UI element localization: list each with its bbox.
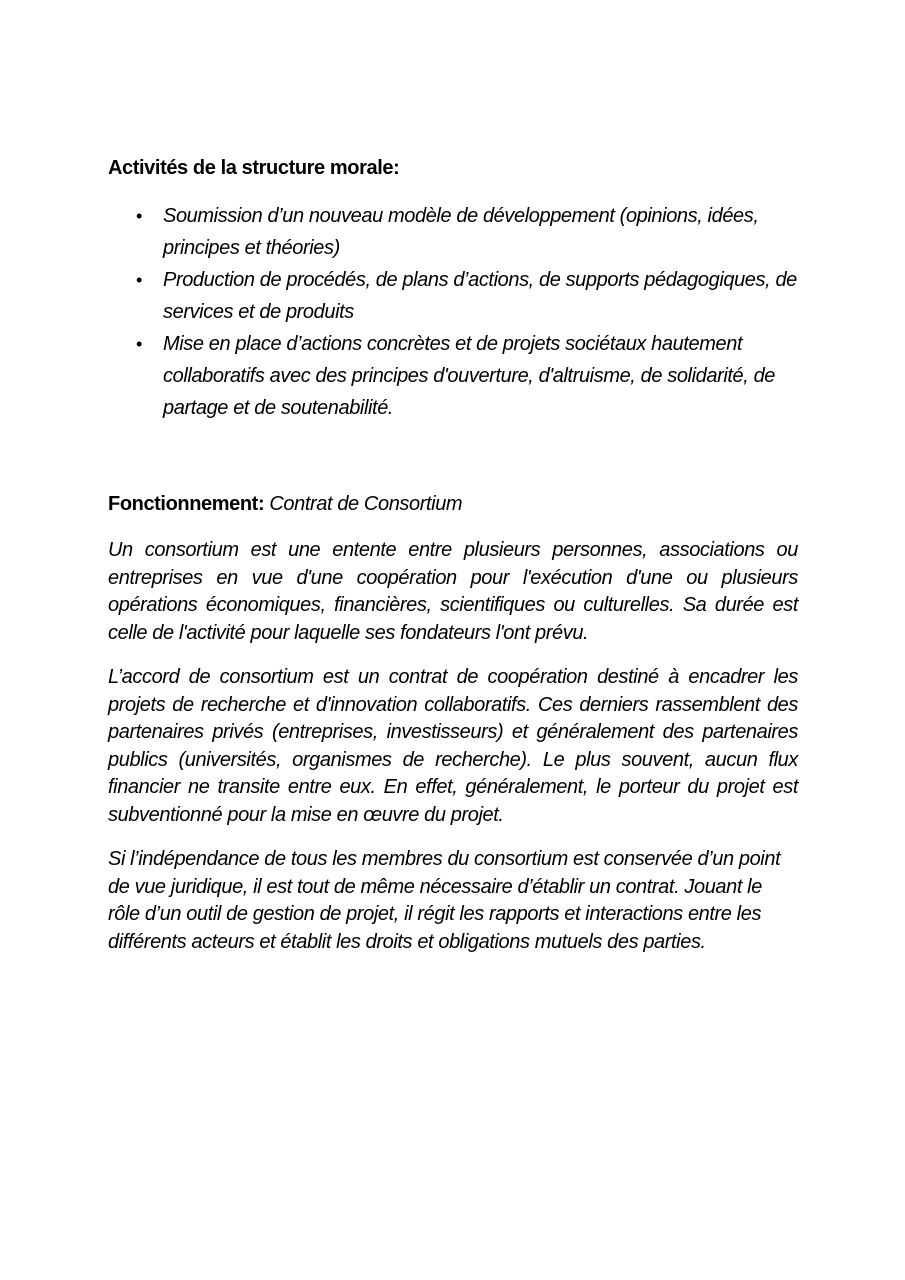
fonctionnement-heading xyxy=(108,488,798,520)
document-page xyxy=(108,152,798,956)
bullet-icon: • xyxy=(136,206,142,226)
activities-list xyxy=(108,200,798,424)
paragraph-accord-consortium: L’accord de consortium est un contrat de coopération destiné à encadrer les projets de recherche et d'innovation collaboratifs. Ces derniers rassemblent des partenaires privés (entreprises, investisseurs) et généralement des partenaires publics (universités, organismes de recherche). Le plus souvent, aucun flux financier ne transite entre eux. En effet, généralement, le porteur du projet est subventionné pour la mise en œuvre du projet. xyxy=(108,666,798,826)
fonctionnement-label: Fonctionnement: xyxy=(108,493,265,515)
list-item-text: Production de procédés, de plans d’actions, de supports pédagogiques, de services et de produits xyxy=(163,269,797,323)
bullet-icon: • xyxy=(136,334,142,354)
activities-heading: Activités de la structure morale: xyxy=(108,157,400,179)
paragraph-independance: Si l’indépendance de tous les membres du consortium est conservée d’un point de vue juridique, il est tout de même nécessaire d’établir un contrat. Jouant le rôle d’un outil de gestion de projet, il régit les rapports et interactions entre les différents acteurs et établit les droits et obligations mutuels des parties. xyxy=(108,848,781,953)
list-item xyxy=(108,264,798,328)
list-item xyxy=(108,200,798,264)
list-item-text: Mise en place d’actions concrètes et de projets sociétaux hautement collaboratifs avec des principes d'ouverture, d'altruisme, de solidarité, de partage et de soutenabilité. xyxy=(163,333,776,419)
bullet-icon: • xyxy=(136,270,142,290)
list-item xyxy=(108,328,798,424)
fonctionnement-value: Contrat de Consortium xyxy=(269,493,463,515)
paragraph-consortium-definition: Un consortium est une entente entre plusieurs personnes, associations ou entreprises en vue d'une coopération pour l'exécution d'une ou plusieurs opérations économiques, financières, scientifiques ou culturelles. Sa durée est celle de l'activité pour laquelle ses fondateurs l'ont prévu. xyxy=(108,539,798,644)
list-item-text: Soumission d’un nouveau modèle de développement (opinions, idées, principes et théories) xyxy=(163,205,759,259)
